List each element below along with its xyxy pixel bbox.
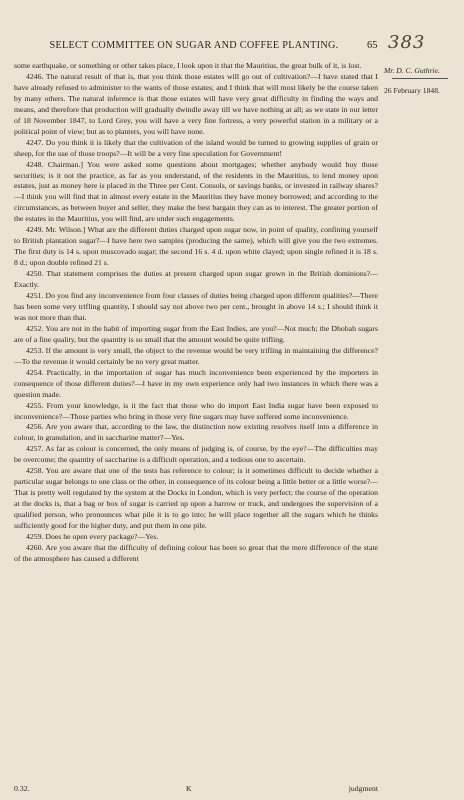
- paragraph: 4257. As far as colour is concerned, the only means of judging is, of course, by the eye?—The difficulties may be overcome; the quantity of saccharine is a difficult operation, and a tedious one to ascertain.: [14, 444, 378, 465]
- page-number: 65: [367, 40, 378, 51]
- paragraph: 4254. Practically, in the importation of sugar has much inconvenience been experienced by the importers in consequence of those different duties?—I have in my own experience only had two instances in which there was a question made.: [14, 367, 378, 399]
- paragraph: 4249. Mr. Wilson.] What are the different duties charged upon sugar now, in point of quality, confining yourself to British plantation sugar?—I have here two samples (producing the same), which will give you the two extremes. The first duty is 14 s. upon muscovado sugar; the second 16 s. 4 d. upon white clayed; upon single refined it is 18 s. 8 d.; upon double refined 21 s.: [14, 225, 378, 268]
- margin-rule: [392, 78, 448, 79]
- paragraph: 4250. That statement comprises the duties at present charged upon sugar grown in the British dominions?—Exactly.: [14, 269, 378, 290]
- paragraph: 4260. Are you aware that the difficulty of defining colour has been so great that the mere difference of the state of the atmosphere has caused a different: [14, 542, 378, 563]
- handwritten-page-number: 383: [388, 32, 426, 53]
- footer-catchword: judgment: [348, 784, 378, 793]
- paragraph: 4259. Does he open every package?—Yes.: [26, 531, 159, 541]
- paragraph: 4251. Do you find any inconvenience from four classes of duties being charged upon different qualities?—There has been some very trifling quantity, I should say not above two per cent., brought in above 14 s.; I should think it was not more than that.: [14, 291, 378, 322]
- margin-notes: [384, 66, 462, 95]
- testimony-body: [14, 61, 378, 565]
- paragraph: 4258. You are aware that one of the tests has reference to colour; is it sometimes difficult to decide whether a particular sugar belongs to one class or the other, in consequence of its colour being a little better or a little worse?—That is pretty well regulated by the system at the Docks in London, which is very perfect; the course of the operation at the docks is, that a bag or box of sugar is carried up upon a barrow or truck, and undergoes the supervision of a qualified person, who pronounces what pile it is to go into; he will place together all the sugars which he thinks sufficiently good for the higher duty, and put them in one pile.: [14, 466, 378, 531]
- paragraph: some earthquake, or something or other takes place, I look upon it that the Mauritius, the great bulk of it, is lost.: [14, 61, 362, 70]
- paragraph: 4248. Chairman.] You were asked some questions about mortgages; whether anybody would buy those securities; is it not the practice, as far as you understand, of the residents in the Mauritius, to lend money upon estates, just as money here is placed in the Three per Cent. Consols, or savings banks, or invested in railway shares?—I think you will find that in almost every estate in the Mauritius they have money borrowed; and according to the circumstances, as between buyer and seller, they make the best bargain they can as to interest. The greater portion of the estates in the Mauritius, you will find, are under such engagements.: [14, 159, 378, 224]
- paragraph: 4256. Are you aware that, according to the law, the distinction now existing resolves itself into a difference in colour, in granulation, and in saccharine matter?—Yes.: [14, 422, 378, 443]
- paragraph: 4247. Do you think it is likely that the cultivation of the island would be turned to growing supplies of grain or sheep, for the use of those troops?—It will be a very fine speculation for Government!: [14, 137, 378, 158]
- paragraph: 4253. If the amount is very small, the object to the revenue would be very trifling in maintaining the difference?—To the revenue it would certainly be no very great matter.: [14, 345, 378, 366]
- paragraph: 4246. The natural result of that is, that you think those estates will go out of cultivation?—I have stated that I have already refused to administer to the wants of those estates; and I think that will most likely be the course taken by many others. The natural inference is that those estates will have very great difficulty in finding the ways and means, and therefore that production will gradually dwindle away till we have nothing at all; as we state in our letter of 18 November 1847, to Lord Grey, you will have a very fine fortress, a very powerful station in a military or a political point of view; but as to planters, you will have none.: [14, 71, 378, 136]
- hearing-date: 26 February 1848.: [384, 86, 440, 95]
- footer-document-number: 0.32.: [14, 784, 30, 793]
- page-header: SELECT COMMITTEE ON SUGAR AND COFFEE PLANTING.: [49, 40, 339, 51]
- paragraph: 4255. From your knowledge, is it the fact that those who do import East India sugar have been exposed to inconvenience?—Those parties who bring in those very fine sugars may have suffered some inconvenience.: [14, 400, 378, 421]
- paragraph: 4252. You are not in the habit of importing sugar from the East Indies, are you?—Not much; the Dhobah sugars are of a fine quality, but the quantity is so small that the amount would be quite trifling.: [14, 323, 378, 344]
- footer-signature-mark: K: [186, 784, 192, 793]
- witness-name: Mr. D. C. Guthrie.: [384, 66, 440, 75]
